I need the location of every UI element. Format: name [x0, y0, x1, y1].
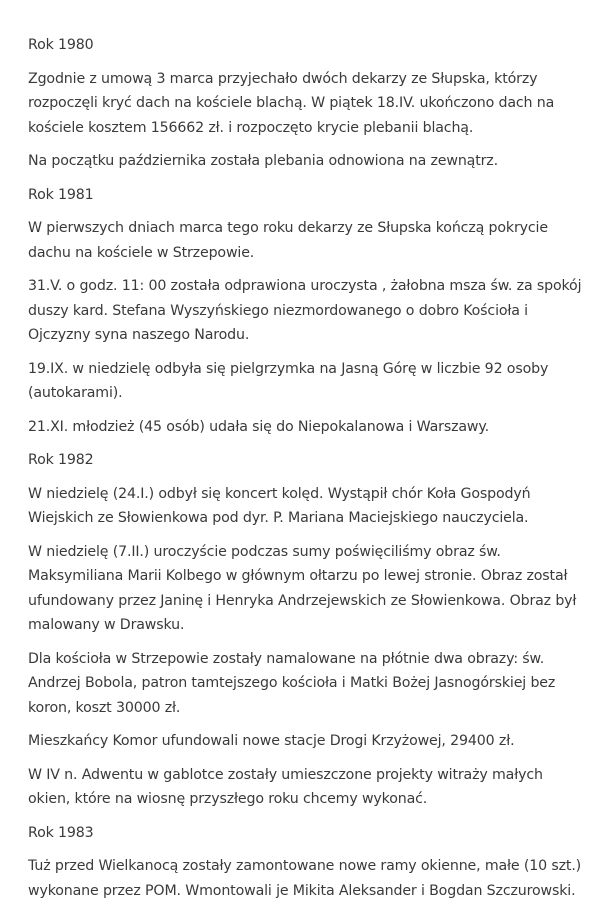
- year-heading-1982: [28, 448, 588, 473]
- text-line: kościele kosztem 156662 zł. i rozpoczęto krycie plebanii blachą.: [28, 119, 474, 136]
- paragraph: [28, 216, 588, 265]
- year-heading-1980: [28, 33, 588, 58]
- paragraph: [28, 67, 588, 141]
- text-line: W niedzielę (24.I.) odbył się koncert kolęd. Wystąpił chór Koła Gospodyń: [28, 485, 531, 502]
- text-line: malowany w Drawsku.: [28, 617, 185, 633]
- paragraph: [28, 763, 588, 812]
- text-line: Tuż przed Wielkanocą zostały zamontowane nowe ramy okienne, małe (10 szt.): [28, 858, 582, 874]
- text-line: wykonane przez POM. Wmontowali je Mikita Aleksander i Bogdan Szczurowski.: [28, 882, 576, 899]
- text-line: W pierwszych dniach marca tego roku dekarzy ze Słupska kończą pokrycie: [28, 220, 548, 236]
- text-line: W niedzielę (7.II.) uroczyście podczas sumy poświęciliśmy obraz św.: [28, 543, 501, 560]
- text-line: ufundowany przez Janinę i Henryka Andrzejewskich ze Słowienkowa. Obraz był: [28, 592, 577, 609]
- text-line: 21.XI. młodzież (45 osób) udała się do Niepokalanowa i Warszawy.: [28, 418, 489, 435]
- text-line: 31.V. o godz. 11: 00 została odprawiona uroczysta , żałobna msza św. za spokój: [28, 278, 582, 294]
- paragraph: [28, 415, 588, 440]
- paragraph: [28, 482, 588, 531]
- text-line: Dla kościoła w Strzepowie zostały namalowane na płótnie dwa obrazy: św.: [28, 650, 545, 667]
- document-page: [28, 33, 588, 912]
- paragraph: [28, 149, 588, 174]
- text-line: (autokarami).: [28, 385, 123, 401]
- text-line: Wiejskich ze Słowienkowa pod dyr. P. Mariana Maciejskiego nauczyciela.: [28, 510, 529, 526]
- paragraph: [28, 540, 588, 638]
- text-line: koron, koszt 30000 zł.: [28, 699, 181, 716]
- text-line: rozpoczęli kryć dach na kościele blachą. W piątek 18.IV. ukończono dach na: [28, 95, 555, 111]
- text-line: 19.IX. w niedzielę odbyła się pielgrzymka na Jasną Górę w liczbie 92 osoby: [28, 360, 549, 377]
- text-line: Rok 1982: [28, 452, 94, 468]
- text-line: Maksymiliana Marii Kolbego w głównym ołtarzu po lewej stronie. Obraz został: [28, 568, 568, 584]
- text-line: Rok 1983: [28, 824, 94, 841]
- paragraph: [28, 729, 588, 754]
- paragraph: [28, 854, 588, 903]
- paragraph: [28, 357, 588, 406]
- text-line: dachu na kościele w Strzepowie.: [28, 244, 255, 261]
- text-line: Andrzej Bobola, patron tamtejszego kościoła i Matki Bożej Jasnogórskiej bez: [28, 675, 556, 691]
- text-line: Na początku października została plebania odnowiona na zewnątrz.: [28, 153, 498, 169]
- year-heading-1983: [28, 821, 588, 846]
- paragraph: [28, 647, 588, 721]
- paragraph: [28, 274, 588, 348]
- text-line: Ojczyzny syna naszego Narodu.: [28, 327, 250, 343]
- year-heading-1981: [28, 183, 588, 208]
- text-line: Zgodnie z umową 3 marca przyjechało dwóch dekarzy ze Słupska, którzy: [28, 70, 538, 87]
- text-line: W IV n. Adwentu w gablotce zostały umieszczone projekty witraży małych: [28, 766, 543, 783]
- text-line: Rok 1980: [28, 37, 94, 53]
- text-line: Mieszkańcy Komor ufundowali nowe stacje Drogi Krzyżowej, 29400 zł.: [28, 733, 515, 749]
- text-line: okien, które na wiosnę przyszłego roku chcemy wykonać.: [28, 791, 428, 807]
- text-line: duszy kard. Stefana Wyszyńskiego niezmordowanego o dobro Kościoła i: [28, 302, 528, 319]
- text-line: Rok 1981: [28, 186, 94, 203]
